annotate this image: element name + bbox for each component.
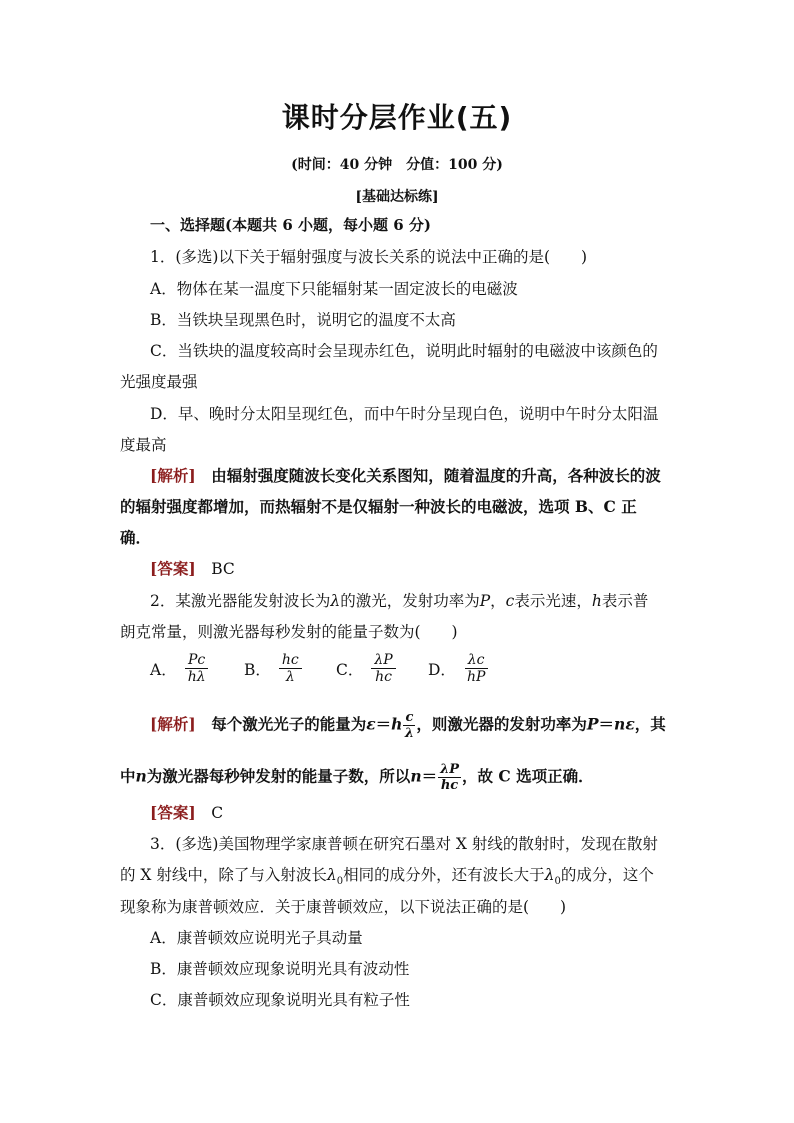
q1-option-c-line1: C．当铁块的温度较高时会呈现赤红色，说明此时辐射的电磁波中该颜色的	[150, 342, 658, 360]
q2-stem-text-a: 2．某激光器能发射波长为	[150, 592, 331, 610]
q2-analysis-n: n	[135, 766, 147, 786]
q2-answer	[150, 803, 223, 823]
q3-stem-line3: 现象称为康普顿效应．关于康普顿效应，以下说法正确的是( )	[120, 898, 567, 916]
q2-power-symbol: P	[479, 592, 491, 610]
q1-option-a: A．物体在某一温度下只能辐射某一固定波长的电磁波	[150, 280, 518, 298]
q2-option-a	[150, 652, 211, 685]
q2-option-d-label: D．	[428, 660, 456, 679]
q2-option-b-numerator: hc	[279, 652, 302, 669]
q2-option-a-denominator: hλ	[187, 669, 206, 685]
q1-option-c-line2: 光强度最强	[120, 373, 198, 391]
q2-option-b-denominator: λ	[285, 669, 295, 685]
q2-stem-text-d: 表示普	[601, 592, 649, 610]
q2-analysis-text-e: 为激光器每秒钟发射的能量子数，所以	[146, 766, 411, 786]
q3-option-c: C．康普顿效应现象说明光具有粒子性	[150, 991, 410, 1009]
q2-analysis-text-c: ，其	[634, 714, 666, 734]
q2-analysis-tag: [解析]	[150, 714, 196, 734]
q1-analysis-line2: 的辐射强度都增加，而热辐射不是仅辐射一种波长的电磁波，选项 B、C 正	[120, 497, 637, 516]
q2-h-symbol: h	[591, 592, 602, 610]
q2-option-c-denominator: hc	[375, 669, 392, 685]
q2-stem-text-b: 的激光，发射功率为	[340, 592, 480, 610]
q2-analysis-n-epsilon: nε	[614, 714, 635, 734]
q2-analysis-frac2-denominator: hc	[440, 778, 459, 793]
q2-option-c	[336, 652, 398, 685]
q2-stem-line2: 朗克常量，则激光器每秒发射的能量子数为( )	[120, 623, 458, 641]
q3-lambda0-a: λ	[326, 866, 337, 884]
q3-lambda0-b: λ	[544, 866, 555, 884]
q2-c-symbol: c	[505, 592, 515, 610]
q2-stem-line1	[150, 591, 648, 611]
q1-answer-tag: [答案]	[150, 559, 196, 578]
q1-analysis-line3: 确．	[120, 528, 152, 547]
section-heading: [基础达标练]	[355, 189, 439, 205]
q1-answer	[150, 559, 235, 579]
q2-analysis-fraction-lambdaP-hc	[438, 762, 461, 793]
q2-option-c-fraction	[371, 652, 395, 685]
q2-analysis-text-b: ，则激光器的发射功率为	[416, 714, 587, 734]
q3-stem-text-a: 的 X 射线中，除了与入射波长	[120, 866, 327, 884]
q2-analysis-n2: n	[410, 766, 422, 786]
q2-lambda: λ	[330, 592, 341, 610]
q3-stem-text-b: 相同的成分外，还有波长大于	[343, 866, 545, 884]
q1-option-d-line2: 度最高	[120, 436, 167, 454]
q1-answer-value: BC	[211, 560, 235, 578]
q2-analysis-h: h	[391, 714, 403, 734]
q2-analysis-epsilon: ε	[366, 714, 376, 734]
q3-lambda0-b-sub: 0	[554, 876, 561, 888]
q2-option-d-denominator: hP	[466, 669, 486, 685]
q2-answer-value: C	[211, 804, 224, 822]
q2-option-a-fraction	[185, 652, 209, 685]
q2-analysis-text-f: ，故 C 选项正确．	[462, 766, 594, 786]
q1-stem: 1．(多选)以下关于辐射强度与波长关系的说法中正确的是( )	[150, 248, 588, 266]
page-title: 课时分层作业(五)	[281, 101, 513, 134]
q3-option-a: A．康普顿效应说明光子具动量	[150, 929, 363, 947]
q2-analysis-P: P	[586, 714, 599, 734]
q3-lambda0-a-sub: 0	[336, 876, 344, 888]
q2-option-a-label: A．	[150, 660, 177, 679]
q3-stem-line1: 3．(多选)美国物理学家康普顿在研究石墨对 X 射线的散射时，发现在散射	[150, 835, 658, 853]
q2-answer-tag: [答案]	[150, 803, 196, 822]
q2-analysis-equals: ＝	[375, 714, 392, 734]
q2-option-b	[244, 652, 304, 685]
q1-option-d-line1: D．早、晚时分太阳呈现红色，而中午时分呈现白色，说明中午时分太阳温	[150, 405, 659, 423]
q2-option-d-numerator: λc	[465, 652, 488, 669]
q2-option-c-label: C．	[336, 660, 364, 679]
q2-analysis-line1	[150, 710, 666, 741]
q2-stem-comma: ，	[490, 592, 506, 610]
q1-analysis-tag: [解析]	[150, 466, 196, 485]
q2-analysis-equals2: ＝	[598, 714, 615, 734]
q2-analysis-text-a: 每个激光光子的能量为	[211, 714, 367, 734]
q3-stem-line2	[120, 865, 654, 892]
q2-option-c-numerator: λP	[371, 652, 395, 669]
q1-analysis-text1: 由辐射强度随波长变化关系图知，随着温度的升高，各种波长的波	[211, 466, 661, 485]
q2-option-d-fraction	[464, 652, 488, 685]
q2-option-b-fraction	[279, 652, 302, 685]
q2-option-d	[428, 652, 490, 685]
q1-option-b: B．当铁块呈现黑色时，说明它的温度不太高	[150, 311, 456, 329]
q2-option-b-label: B．	[244, 660, 271, 679]
q2-analysis-text-d: 中	[120, 766, 136, 786]
q2-analysis-fraction-c-lambda	[403, 710, 415, 741]
q2-analysis-equals3: ＝	[421, 766, 438, 786]
q2-analysis-line2	[120, 762, 594, 793]
q2-analysis-frac1-numerator: c	[405, 710, 414, 725]
q3-stem-text-c: 的成分，这个	[560, 866, 654, 884]
q3-option-b: B．康普顿效应现象说明光具有波动性	[150, 960, 410, 978]
q2-analysis-frac2-numerator: λP	[440, 762, 459, 777]
part-heading: 一、选择题(本题共 6 小题，每小题 6 分)	[150, 216, 431, 234]
q2-analysis-frac1-denominator: λ	[404, 726, 414, 741]
q2-stem-text-c: 表示光速，	[514, 592, 592, 610]
q2-option-a-numerator: Pc	[185, 652, 208, 669]
q1-analysis-line1	[150, 466, 661, 486]
time-score-info: (时间：40 分钟 分值：100 分)	[291, 157, 503, 173]
